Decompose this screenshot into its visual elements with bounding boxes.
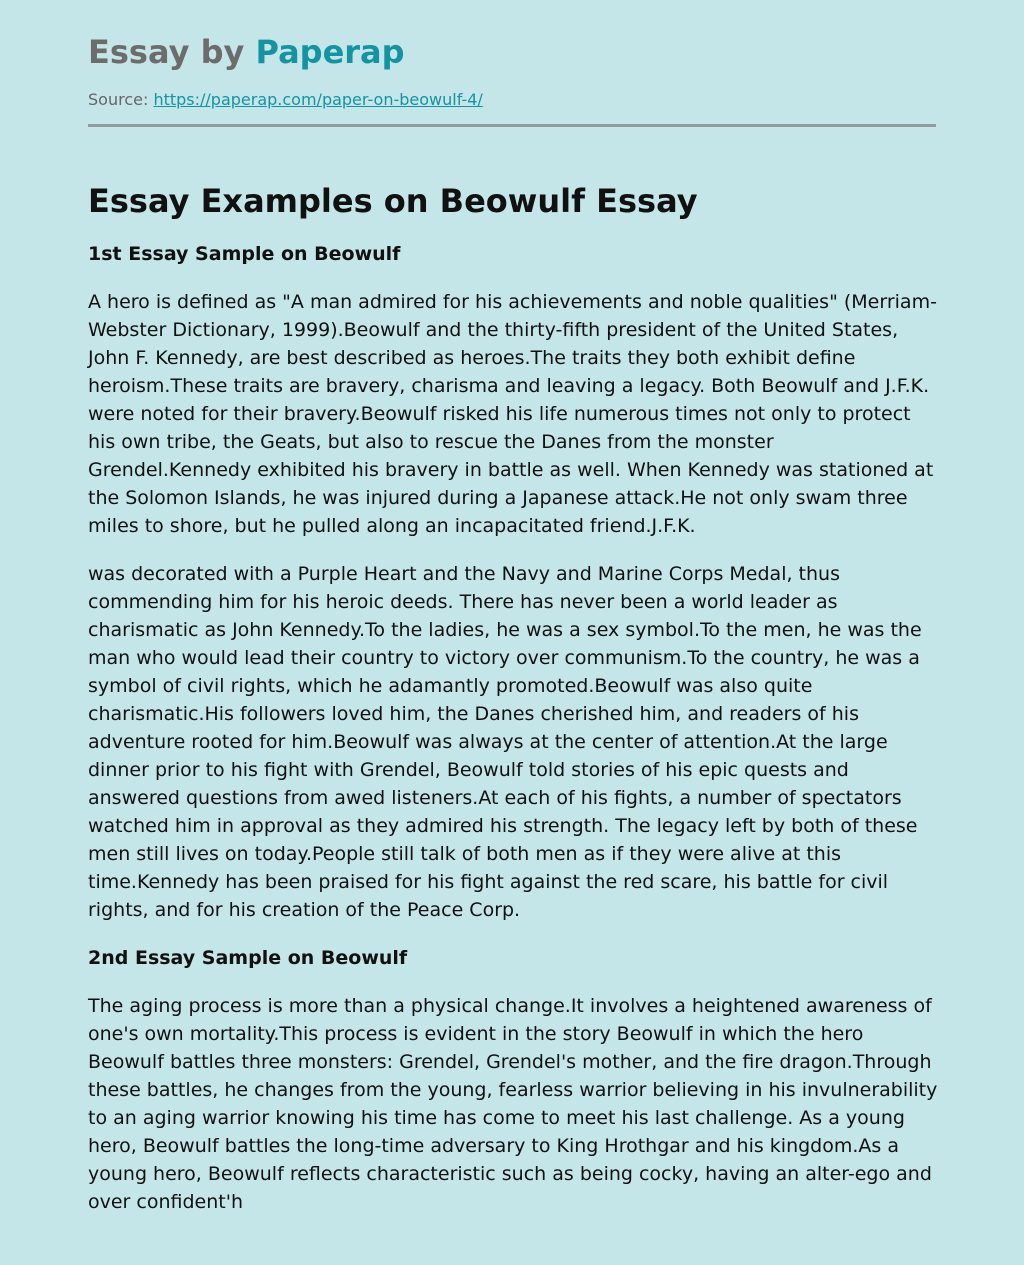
section-heading-2: 2nd Essay Sample on Beowulf	[88, 947, 408, 969]
section-1-paragraph-1: A hero is defined as "A man admired for his achievements and noble qualities" (Merriam-Webster Dictionary, 1999).Beowulf and the thirty-fifth president of the United States, John F. Kennedy, are best described as heroes.The traits they both exhibit define heroism.These traits are bravery, charisma and leaving a legacy. Both Beowulf and J.F.K. were noted for their bravery.Beowulf risked his life numerous times not only to protect his own tribe, the Geats, but also to rescue the Danes from the monster Grendel.Kennedy exhibited his bravery in battle as well. When Kennedy was stationed at the Solomon Islands, he was injured during a Japanese attack.He not only swam three miles to shore, but he pulled along an incapacitated friend.J.F.K.	[88, 291, 937, 537]
section-heading-1: 1st Essay Sample on Beowulf	[88, 243, 401, 265]
page-title: Essay Examples on Beowulf Essay	[88, 182, 698, 220]
source-line	[88, 89, 483, 111]
brand-prefix: Essay by	[88, 33, 256, 71]
section-2-paragraph-1: The aging process is more than a physical change.It involves a heightened awareness of one's own mortality.This process is evident in the story Beowulf in which the hero Beowulf battles three monsters: Grendel, Grendel's mother, and the fire dragon.Through these battles, he changes from the young, fearless warrior believing in his invulnerability to an aging warrior knowing his time has come to meet his last challenge. As a young hero, Beowulf battles the long-time adversary to King Hrothgar and his kingdom.As a young hero, Beowulf reflects characteristic such as being cocky, having an alter-ego and over confident'h	[88, 995, 938, 1213]
brand-name: Paperap	[255, 33, 405, 71]
source-label: Source:	[88, 90, 149, 109]
article-body	[88, 240, 938, 1236]
header-divider	[88, 124, 936, 127]
source-link[interactable]: https://paperap.com/paper-on-beowulf-4/	[153, 90, 483, 109]
section-1-paragraph-2: was decorated with a Purple Heart and the Navy and Marine Corps Medal, thus commending him for his heroic deeds. There has never been a world leader as charismatic as John Kennedy.To the ladies, he was a sex symbol.To the men, he was the man who would lead their country to victory over communism.To the country, he was a symbol of civil rights, which he adamantly promoted.Beowulf was also quite charismatic.His followers loved him, the Danes cherished him, and readers of his adventure rooted for him.Beowulf was always at the center of attention.At the large dinner prior to his fight with Grendel, Beowulf told stories of his epic quests and answered questions from awed listeners.At each of his fights, a number of spectators watched him in approval as they admired his strength. The legacy left by both of these men still lives on today.People still talk of both men as if they were alive at this time.Kennedy has been praised for his fight against the red scare, his battle for civil rights, and for his creation of the Peace Corp.	[88, 563, 922, 921]
site-brand[interactable]	[88, 30, 405, 74]
